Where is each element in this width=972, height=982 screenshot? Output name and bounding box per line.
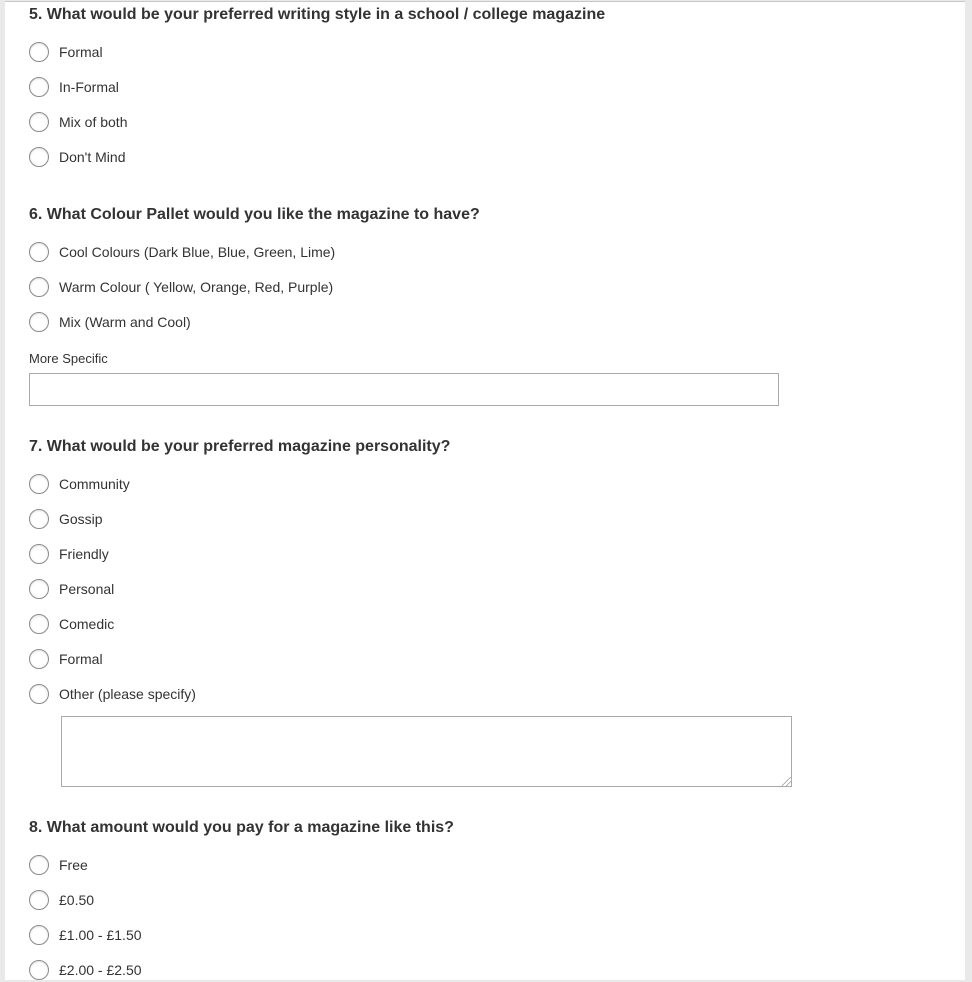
option-label: Free — [59, 857, 88, 873]
survey-page — [5, 1, 965, 980]
radio-button[interactable] — [29, 474, 49, 494]
radio-button[interactable] — [29, 890, 49, 910]
resize-grip-icon — [782, 777, 791, 786]
radio-option-warm-colour[interactable] — [29, 277, 629, 299]
radio-button[interactable] — [29, 277, 49, 297]
option-label: Mix (Warm and Cool) — [59, 314, 191, 330]
radio-option-1-00-1-50[interactable] — [29, 925, 629, 947]
radio-button[interactable] — [29, 614, 49, 634]
radio-button[interactable] — [29, 242, 49, 262]
option-label: Warm Colour ( Yellow, Orange, Red, Purple) — [59, 279, 334, 295]
radio-button[interactable] — [29, 77, 49, 97]
question-title: 5. What would be your preferred writing style in a school / college magazine — [29, 6, 606, 23]
radio-option-cool-colours[interactable] — [29, 242, 629, 264]
question-6 — [29, 206, 929, 237]
option-label: £2.00 - £2.50 — [59, 962, 142, 978]
more-specific-input[interactable] — [29, 373, 779, 406]
radio-option-0-50[interactable] — [29, 890, 629, 912]
radio-button[interactable] — [29, 42, 49, 62]
radio-button[interactable] — [29, 855, 49, 875]
option-label: £0.50 — [59, 892, 95, 908]
radio-option-community[interactable] — [29, 474, 629, 496]
textarea-resize-handle[interactable] — [781, 776, 791, 786]
question-8 — [29, 819, 929, 850]
radio-option-gossip[interactable] — [29, 509, 629, 531]
radio-option-formal[interactable] — [29, 42, 629, 64]
radio-button[interactable] — [29, 960, 49, 980]
question-7 — [29, 438, 929, 469]
radio-option-friendly[interactable] — [29, 544, 629, 566]
more-specific-label: More Specific — [29, 351, 108, 366]
radio-option-other[interactable] — [29, 684, 629, 706]
option-label: Personal — [59, 581, 115, 597]
option-label: Other (please specify) — [59, 686, 196, 702]
option-label: Formal — [59, 44, 103, 60]
option-label: £1.00 - £1.50 — [59, 927, 142, 943]
option-label: Community — [59, 476, 130, 492]
question-title: 6. What Colour Pallet would you like the magazine to have? — [29, 206, 480, 223]
radio-option-free[interactable] — [29, 855, 629, 877]
question-title: 7. What would be your preferred magazine personality? — [29, 438, 451, 455]
question-title: 8. What amount would you pay for a magazine like this? — [29, 819, 454, 836]
radio-option-2-00-2-50[interactable] — [29, 960, 629, 982]
option-label: Friendly — [59, 546, 109, 562]
radio-button[interactable] — [29, 147, 49, 167]
question-5 — [29, 6, 929, 37]
radio-option-personal[interactable] — [29, 579, 629, 601]
option-label: Formal — [59, 651, 103, 667]
option-label: Mix of both — [59, 114, 128, 130]
option-label: Cool Colours (Dark Blue, Blue, Green, Lime) — [59, 244, 336, 260]
radio-button[interactable] — [29, 544, 49, 564]
radio-button[interactable] — [29, 649, 49, 669]
option-label: Comedic — [59, 616, 115, 632]
radio-button[interactable] — [29, 579, 49, 599]
radio-button[interactable] — [29, 925, 49, 945]
radio-button[interactable] — [29, 112, 49, 132]
radio-button[interactable] — [29, 684, 49, 704]
option-label: Don't Mind — [59, 149, 126, 165]
radio-option-in-formal[interactable] — [29, 77, 629, 99]
radio-option-mix-warm-cool[interactable] — [29, 312, 629, 334]
option-label: In-Formal — [59, 79, 119, 95]
radio-option-mix-of-both[interactable] — [29, 112, 629, 134]
radio-option-formal[interactable] — [29, 649, 629, 671]
radio-option-dont-mind[interactable] — [29, 147, 629, 169]
radio-option-comedic[interactable] — [29, 614, 629, 636]
other-specify-textarea[interactable] — [61, 716, 792, 787]
option-label: Gossip — [59, 511, 103, 527]
radio-button[interactable] — [29, 509, 49, 529]
radio-button[interactable] — [29, 312, 49, 332]
